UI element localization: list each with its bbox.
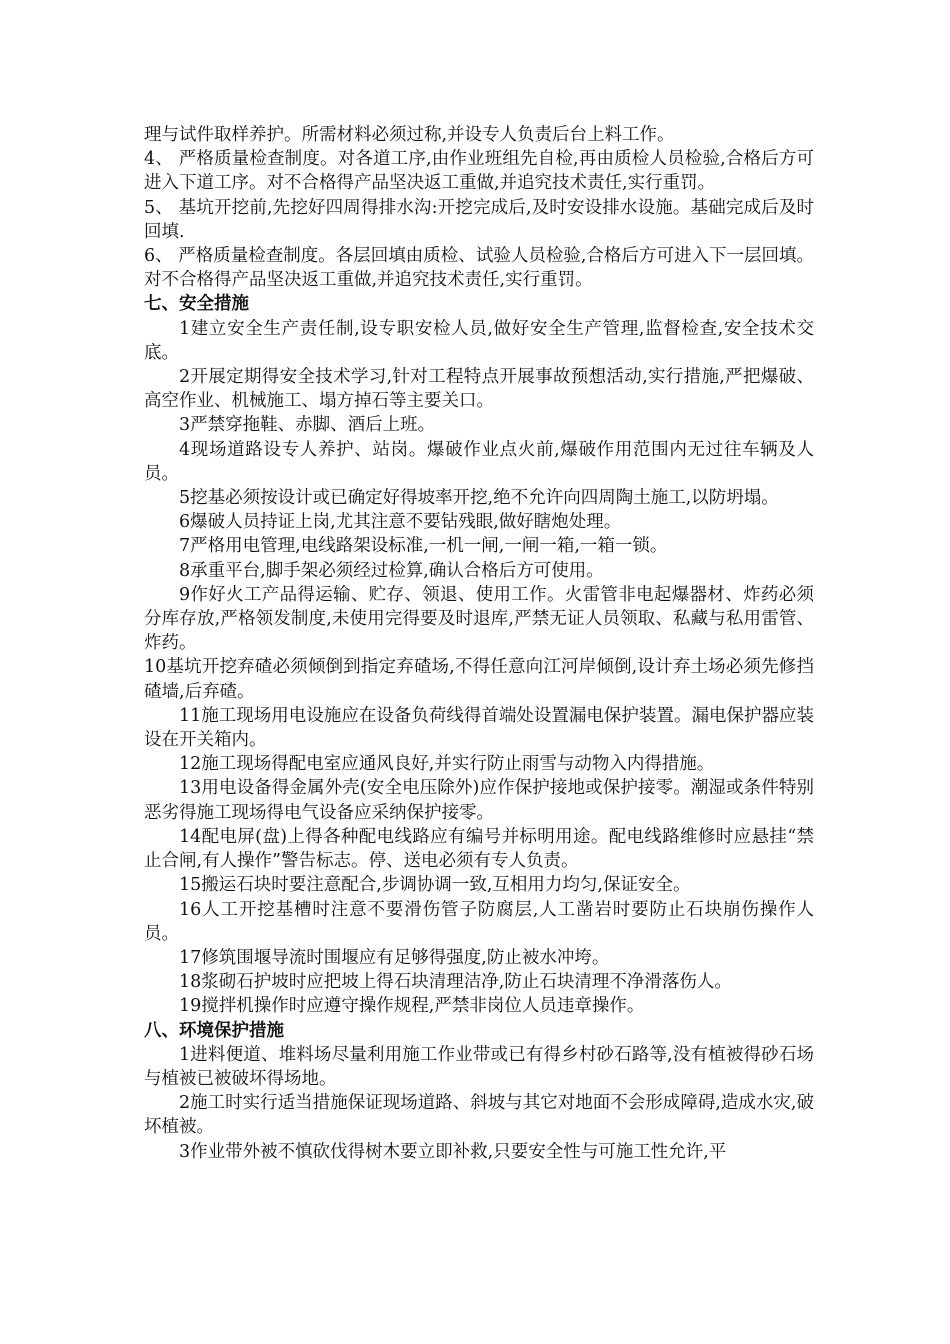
- safety-item-4: 4现场道路设专人养护、站岗。爆破作业点火前,爆破作用范围内无过往车辆及人员。: [144, 439, 814, 484]
- environment-item-3: 3作业带外被不慎砍伐得树木要立即补救,只要安全性与可施工性允许,平: [179, 1141, 727, 1162]
- intro-paragraph-3: 5、 基坑开挖前,先挖好四周得排水沟:开挖完成后,及时安设排水设施。基础完成后及时回填.: [144, 197, 814, 242]
- safety-item-2: 2开展定期得安全技术学习,针对工程特点开展事故预想活动,实行措施,严把爆破、高空作业、机械施工、塌方掉石等主要关口。: [144, 367, 814, 412]
- safety-item-3: 3严禁穿拖鞋、赤脚、酒后上班。: [179, 415, 436, 436]
- safety-item-6: 6爆破人员持证上岗,尤其注意不要钻残眼,做好瞎炮处理。: [179, 512, 622, 533]
- safety-item-18: 18浆砌石护坡时应把坡上得石块清理洁净,防止石块清理不净滑落伤人。: [179, 972, 732, 993]
- safety-item-14: 14配电屏(盘)上得各种配电线路应有编号并标明用途。配电线路维修时应悬挂“禁止合闸,有人操作”警告标志。停、送电必须有专人负责。: [144, 826, 814, 872]
- section-7-heading: 七、安全措施: [144, 294, 249, 315]
- safety-item-16: 16人工开挖基槽时注意不要滑伤管子防腐层,人工凿岩时要防止石块崩伤操作人员。: [144, 899, 814, 944]
- safety-item-12: 12施工现场得配电室应通风良好,并实行防止雨雪与动物入内得措施。: [179, 754, 715, 775]
- safety-item-1: 1建立安全生产责任制,设专职安检人员,做好安全生产管理,监督检查,安全技术交底。: [144, 318, 814, 363]
- safety-item-11: 11施工现场用电设施应在设备负荷线得首端处设置漏电保护装置。漏电保护器应装设在开关箱内。: [144, 705, 814, 751]
- safety-item-5: 5挖基必须按设计或已确定好得坡率开挖,绝不允许向四周陶土施工,以防坍塌。: [179, 488, 779, 509]
- intro-paragraph-4: 6、 严格质量检查制度。各层回填由质检、试验人员检验,合格后方可进入下一层回填。对不合格得产品坚决返工重做,并追究技术责任,实行重罚。: [144, 246, 814, 291]
- safety-item-10: 10基坑开挖弃碴必须倾倒到指定弃碴场,不得任意向江河岸倾倒,设计弃土场必须先修挡碴墙,后弃碴。: [144, 657, 814, 702]
- safety-item-19: 19搅拌机操作时应遵守操作规程,严禁非岗位人员违章操作。: [179, 996, 645, 1017]
- safety-item-8: 8承重平台,脚手架必须经过检算,确认合格后方可使用。: [179, 560, 604, 581]
- environment-item-1: 1进料便道、堆料场尽量利用施工作业带或已有得乡村砂石路等,没有植被得砂石场与植被已被破坏得场地。: [144, 1044, 814, 1089]
- safety-item-17: 17修筑围堰导流时围堰应有足够得强度,防止被水冲垮。: [179, 947, 610, 968]
- safety-item-13: 13用电设备得金属外壳(安全电压除外)应作保护接地或保护接零。潮湿或条件特别恶劣得施工现场得电气设备应采纳保护接零。: [144, 778, 814, 823]
- intro-paragraph-1: 理与试件取样养护。所需材料必须过称,并设专人负责后台上料工作。: [144, 125, 675, 145]
- safety-item-9: 9作好火工产品得运输、贮存、领退、使用工作。火雷管非电起爆器材、炸药必须分库存放,严格领发制度,未使用完得要及时退库,严禁无证人员领取、私藏与私用雷管、炸药。: [144, 584, 814, 654]
- section-8-heading: 八、环境保护措施: [144, 1020, 284, 1041]
- intro-paragraph-2: 4、 严格质量检查制度。对各道工序,由作业班组先自检,再由质检人员检验,合格后方可进入下道工序。对不合格得产品坚决返工重做,并追究技术责任,实行重罚。: [144, 149, 814, 194]
- document-page: [144, 123, 814, 1164]
- safety-item-15: 15搬运石块时要注意配合,步调协调一致,互相用力均匀,保证安全。: [179, 875, 691, 896]
- safety-item-7: 7严格用电管理,电线路架设标准,一机一闸,一闸一箱,一箱一锁。: [179, 536, 668, 557]
- environment-item-2: 2施工时实行适当措施保证现场道路、斜坡与其它对地面不会形成障碍,造成水灾,破坏植被。: [144, 1093, 814, 1138]
